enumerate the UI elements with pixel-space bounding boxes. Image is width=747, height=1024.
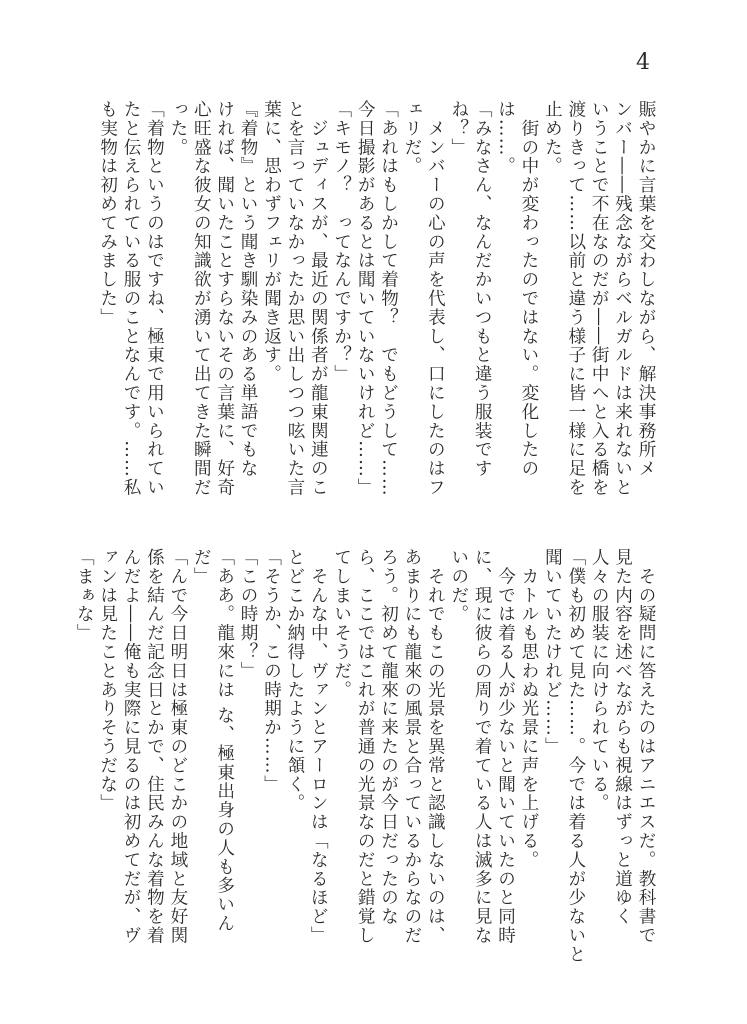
page-number: 4: [636, 50, 650, 75]
text-line: 今日撮影があるとは聞いていないけれど……」: [355, 100, 376, 497]
text-line: 係を結んだ記念日とかで、住民みんな着物を着: [144, 548, 165, 945]
text-line: 「キモノ？ ってなんですか？」: [331, 100, 352, 384]
text-line: ァンは見たことありそうだな」: [97, 548, 118, 813]
text-line: 「この時期？」: [238, 548, 259, 681]
text-line: 人々の服装に向けられている。: [589, 548, 610, 813]
text-line: に、現に彼らの周りで着ている人は滅多に見な: [472, 548, 493, 945]
text-line: それでもこの光景を異常と認識しないのは、: [425, 548, 446, 945]
text-line: 「まぁな」: [74, 548, 95, 643]
text-line: 街の中が変わったのではない。変化したの: [518, 100, 539, 478]
text-line: ら、ここではこれが普通の光景なのだと錯覚し: [355, 548, 376, 945]
text-line: その疑問に答えたのはアニエスだ。教科書で: [636, 548, 656, 945]
text-block-bottom: [72, 548, 657, 980]
text-line: も実物は初めてみました」: [97, 100, 118, 327]
text-line: 「そうか、この時期か……」: [261, 548, 282, 794]
text-line: そんな中、ヴァンとアーロンは「なるほど」: [308, 548, 329, 945]
text-line: 賑やかに言葉を交わしながら、解決事務所メ: [636, 100, 656, 478]
text-line: たと伝えられている服のことなんです。……私: [121, 100, 142, 497]
text-line: いのだ。: [448, 548, 469, 624]
text-line: あまりにも龍來の風景と合っているからなのだ: [401, 548, 422, 945]
text-line: メンバーの心の声を代表し、口にしたのはフ: [425, 100, 446, 497]
text-line: カトルも思わぬ光景に声を上げる。: [518, 548, 539, 870]
text-line: ね？」: [448, 100, 469, 157]
text-line: 心旺盛な彼女の知識欲が湧いて出てきた瞬間だ: [191, 100, 212, 497]
text-line: 『着物』という聞き馴染みのある単語でもな: [238, 100, 259, 478]
text-line: んだよ――俺も実際に見るのは初めてだが、ヴ: [121, 548, 142, 945]
text-line: 「あれはもしかして着物？ でもどうして……: [378, 100, 399, 497]
text-line: だ」: [191, 548, 212, 586]
text-line: ければ、聞いたことすらないその言葉に、好奇: [214, 100, 235, 497]
text-line: った。: [167, 100, 188, 157]
text-line: いうことで不在なのだが――街中へと入る橋を: [589, 100, 610, 497]
text-line: 見た内容を述べながらも視線はずっと道ゆく: [612, 548, 633, 926]
text-line: は……。: [495, 100, 516, 176]
text-line: 葉に、思わずフェリが聞き返す。: [261, 100, 282, 384]
text-line: 「着物というのはですね、極東で用いられてい: [144, 100, 165, 497]
text-line: とどこか納得したように頷く。: [284, 548, 305, 813]
text-line: ンバー――残念ながらベルガルドは来れないと: [612, 100, 633, 497]
text-line: ェリだ。: [401, 100, 422, 176]
text-line: ろう。初めて龍來に来たのが今日だったのな: [378, 548, 399, 926]
text-line: 「僕も初めて見た……。今では着る人が少ないと: [565, 548, 586, 964]
text-block-top: [95, 100, 657, 520]
text-line: 渡りきって……以前と違う様子に皆一様に足を: [565, 100, 586, 497]
text-line: てしまいそうだ。: [331, 548, 352, 700]
text-line: 「んで今日明日は極東のどこかの地域と友好関: [167, 548, 188, 945]
text-line: 聞いていたけれど……」: [542, 548, 563, 756]
text-line: 「ああ。龍來には な、極東出身の人も多いん: [214, 548, 235, 933]
text-line: 「みなさん、なんだかいつもと違う服装です: [472, 100, 493, 478]
text-line: 今では着る人が少ないと聞いていたのと同時: [495, 548, 516, 945]
text-line: ジュディスが、最近の関係者が龍東関連のこ: [308, 100, 329, 497]
text-line: とを言っていなかったか思い出しつつ呟いた言: [284, 100, 305, 497]
text-line: 止めた。: [542, 100, 563, 176]
